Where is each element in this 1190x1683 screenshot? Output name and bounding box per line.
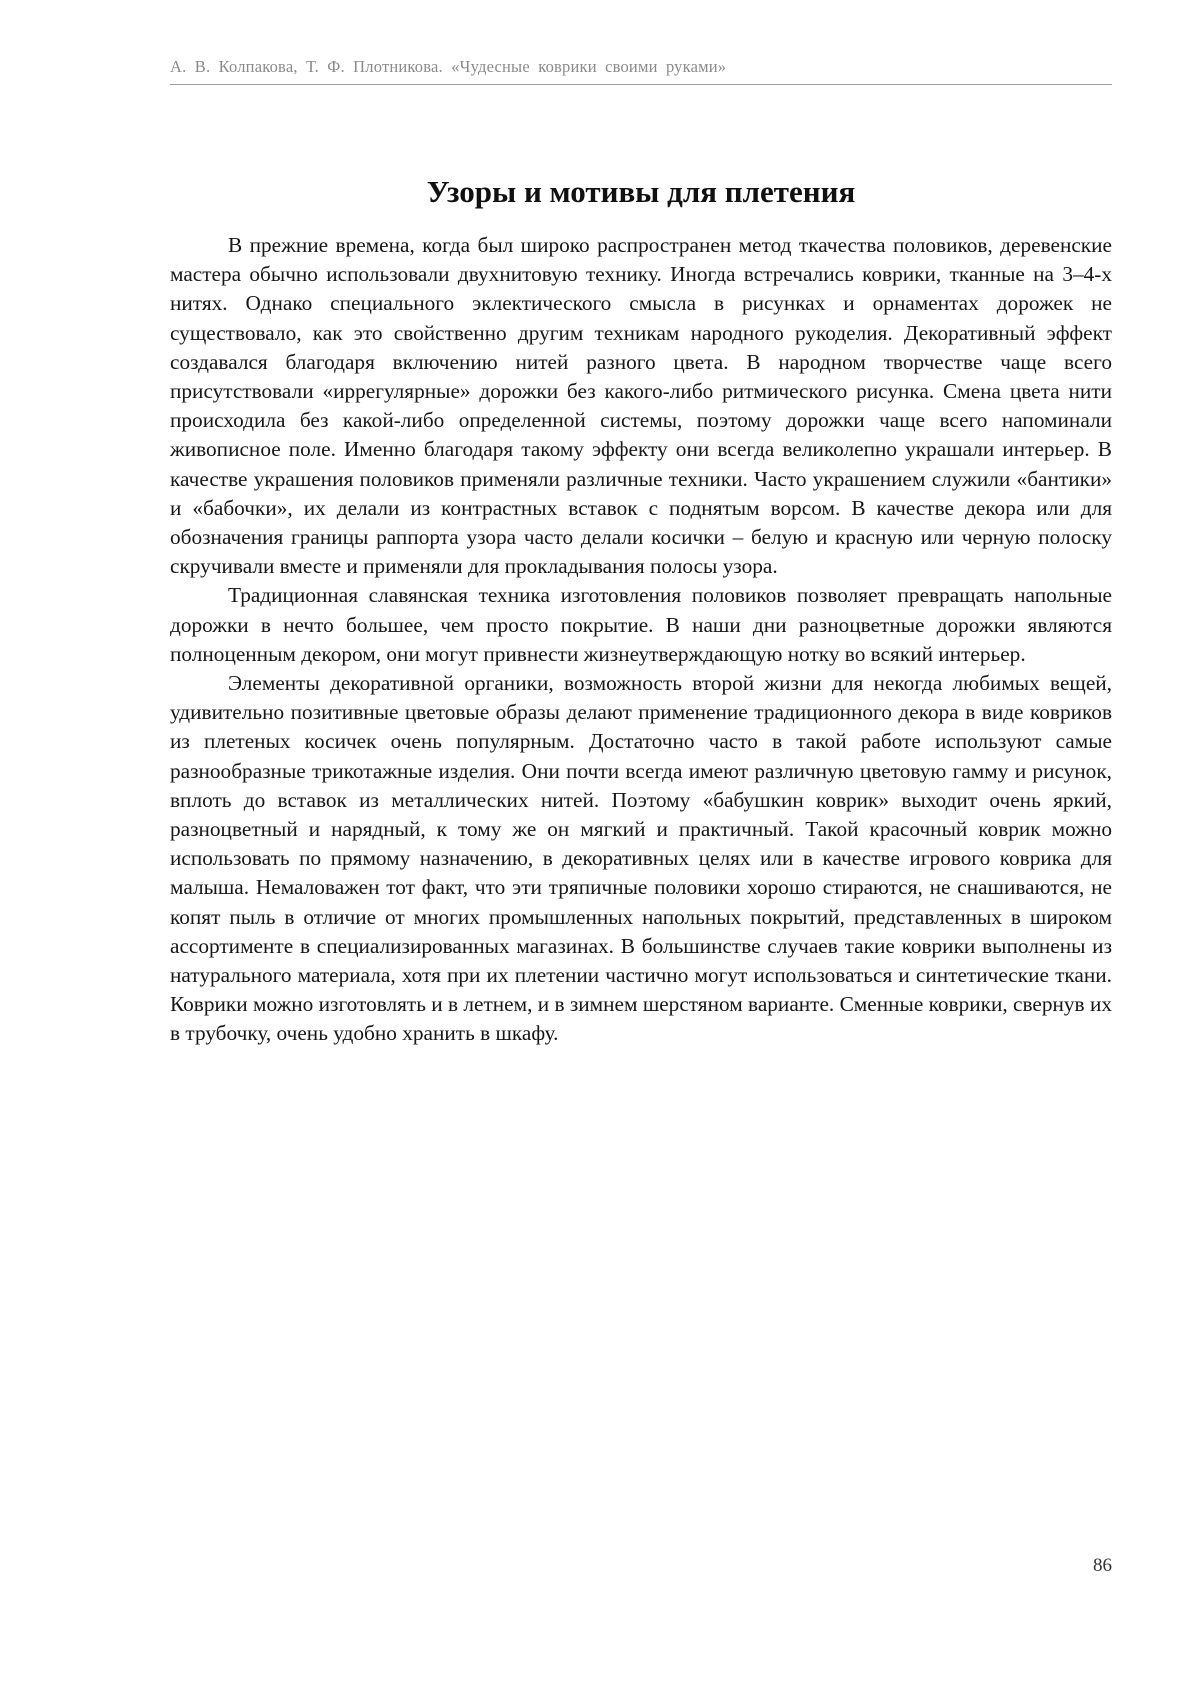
running-header: А. В. Колпакова, Т. Ф. Плотникова. «Чудесные коврики своими руками» [170,57,727,76]
header-divider [170,84,1112,85]
paragraph: Элементы декоративной органики, возможность второй жизни для некогда любимых вещей, удивительно позитивные цветовые образы делают применение традиционного декора в виде ковриков из плетеных косичек очень популярным. Достаточно часто в такой работе используют самые разнообразные трикотажные изделия. Они почти всегда имеют различную цветовую гамму и рисунок, вплоть до вставок из металлических нитей. Поэтому «бабушкин коврик» выходит очень яркий, разноцветный и нарядный, к тому же он мягкий и практичный. Такой красочный коврик можно использовать по прямому назначению, в декоративных целях или в качестве игрового коврика для малыша. Немаловажен тот факт, что эти тряпичные половики хорошо стираются, не снашиваются, не копят пыль в отличие от многих промышленных напольных покрытий, представленных в широком ассортименте в специализированных магазинах. В большинстве случаев такие коврики выполнены из натурального материала, хотя при их плетении частично могут использоваться и синтетические ткани. Коврики можно изготовлять и в летнем, и в зимнем шерстяном варианте. Сменные коврики, свернув их в трубочку, очень удобно хранить в шкафу. [170,671,1112,1046]
paragraph: В прежние времена, когда был широко распространен метод ткачества половиков, деревенские мастера обычно использовали двухнитовую технику. Иногда встречались коврики, тканные на 3–4-х нитях. Однако специального эклектического смысла в рисунках и орнаментах дорожек не существовало, как это свойственно другим техникам народного рукоделия. Декоративный эффект создавался благодаря включению нитей разного цвета. В народном творчестве чаще всего присутствовали «иррегулярные» дорожки без какого-либо ритмического рисунка. Смена цвета нити происходила без какой-либо определенной системы, поэтому дорожки чаще всего напоминали живописное поле. Именно благодаря такому эффекту они всегда великолепно украшали интерьер. В качестве украшения половиков применяли различные техники. Часто украшением служили «бантики» и «бабочки», их делали из контрастных вставок с поднятым ворсом. В качестве декора или для обозначения границы раппорта узора часто делали косички – белую и красную или черную полоску скручивали вместе и применяли для прокладывания полосы узора. [170,233,1112,579]
page-title: Узоры и мотивы для плетения [426,174,856,209]
paragraph: Традиционная славянская техника изготовления половиков позволяет превращать напольные дорожки в нечто большее, чем просто покрытие. В наши дни разноцветные дорожки являются полноценным декором, они могут привнести жизнеутверждающую нотку во всякий интерьер. [170,583,1112,666]
page-number: 86 [1093,1555,1112,1576]
article-body [170,231,1112,1049]
